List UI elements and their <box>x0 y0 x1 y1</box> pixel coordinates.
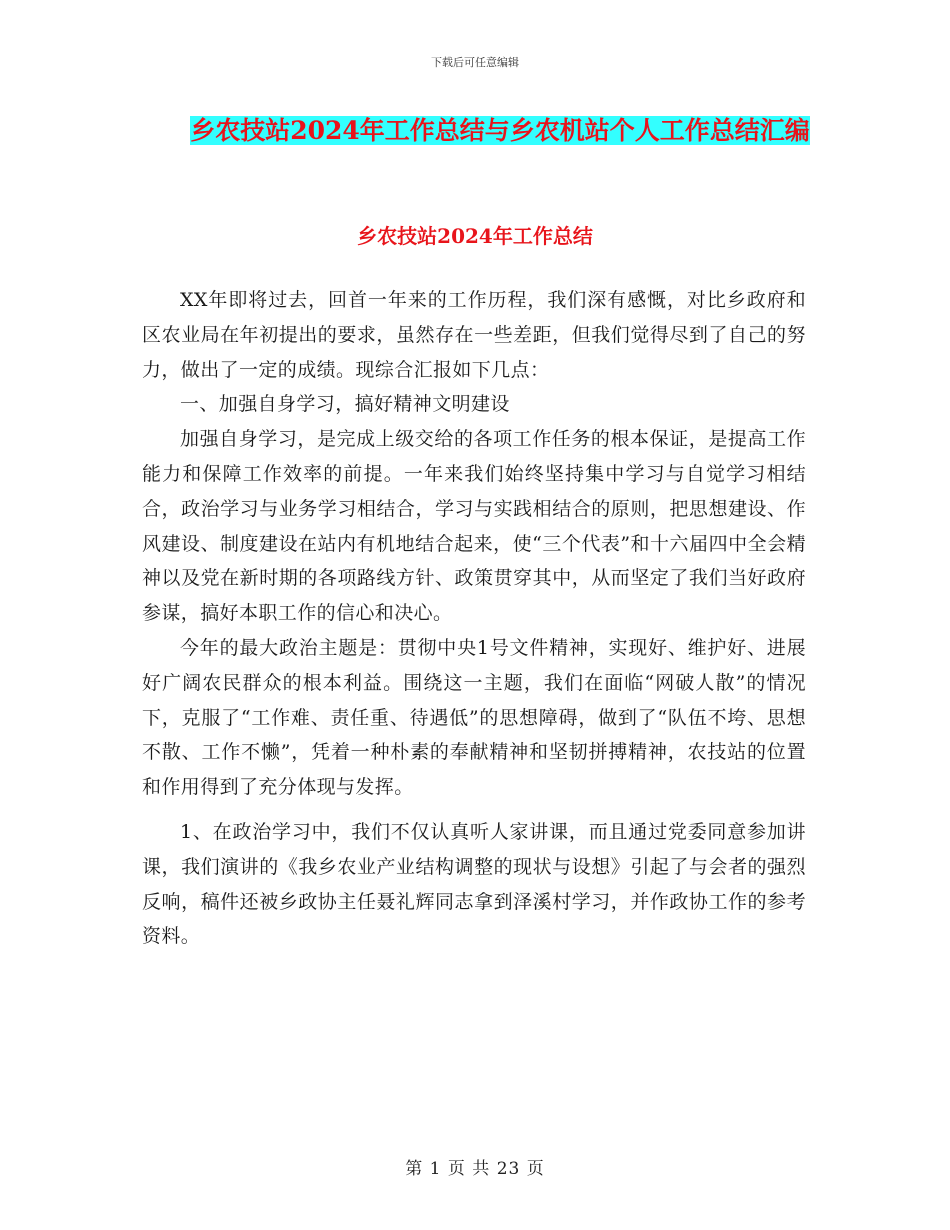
document-title <box>150 110 850 152</box>
section-title: 乡农技站2024年工作总结 <box>357 224 593 248</box>
paragraph-intro: XX年即将过去，回首一年来的工作历程，我们深有感慨，对比乡政府和区农业局在年初提出的要求，虽然存在一些差距，但我们觉得尽到了自己的努力，做出了一定的成绩。现综合汇报如下几点： <box>142 289 806 381</box>
paragraph-self-study: 加强自身学习，是完成上级交给的各项工作任务的根本保证，是提高工作能力和保障工作效率的前提。一年来我们始终坚持集中学习与自觉学习相结合，政治学习与业务学习相结合，学习与实践相结合的原则，把思想建设、作风建设、制度建设在站内有机地结合起来，使“三个代表”和十六届四中全会精神以及党在新时期的各项路线方针、政策贯穿其中，从而坚定了我们当好政府参谋，搞好本职工作的信心和决心。 <box>142 428 806 625</box>
paragraph-heading-one: 一、加强自身学习，搞好精神文明建设 <box>180 393 510 416</box>
paragraph-political-theme: 今年的最大政治主题是：贯彻中央1号文件精神，实现好、维护好、进展好广阔农民群众的根本利益。围绕这一主题，我们在面临“网破人散”的情况下，克服了“工作难、责任重、待遇低”的思想障碍，做到了“队伍不垮、思想不散、工作不懒”，凭着一种朴素的奉献精神和坚韧拼搏精神，农技站的位置和作用得到了充分体现与发挥。 <box>142 636 806 799</box>
page-number: 第 1 页 共 23 页 <box>405 1159 545 1179</box>
paragraph-item-one: 1、在政治学习中，我们不仅认真听人家讲课，而且通过党委同意参加讲课，我们演讲的《我乡农业产业结构调整的现状与设想》引起了与会者的强烈反响，稿件还被乡政协主任聂礼辉同志拿到泽溪村学习，并作政协工作的参考资料。 <box>142 820 806 948</box>
document-body <box>142 283 806 954</box>
document-title-text: 乡农技站2024年工作总结与乡农机站个人工作总结汇编 <box>190 116 810 145</box>
page-header-note: 下载后可任意编辑 <box>431 56 519 69</box>
